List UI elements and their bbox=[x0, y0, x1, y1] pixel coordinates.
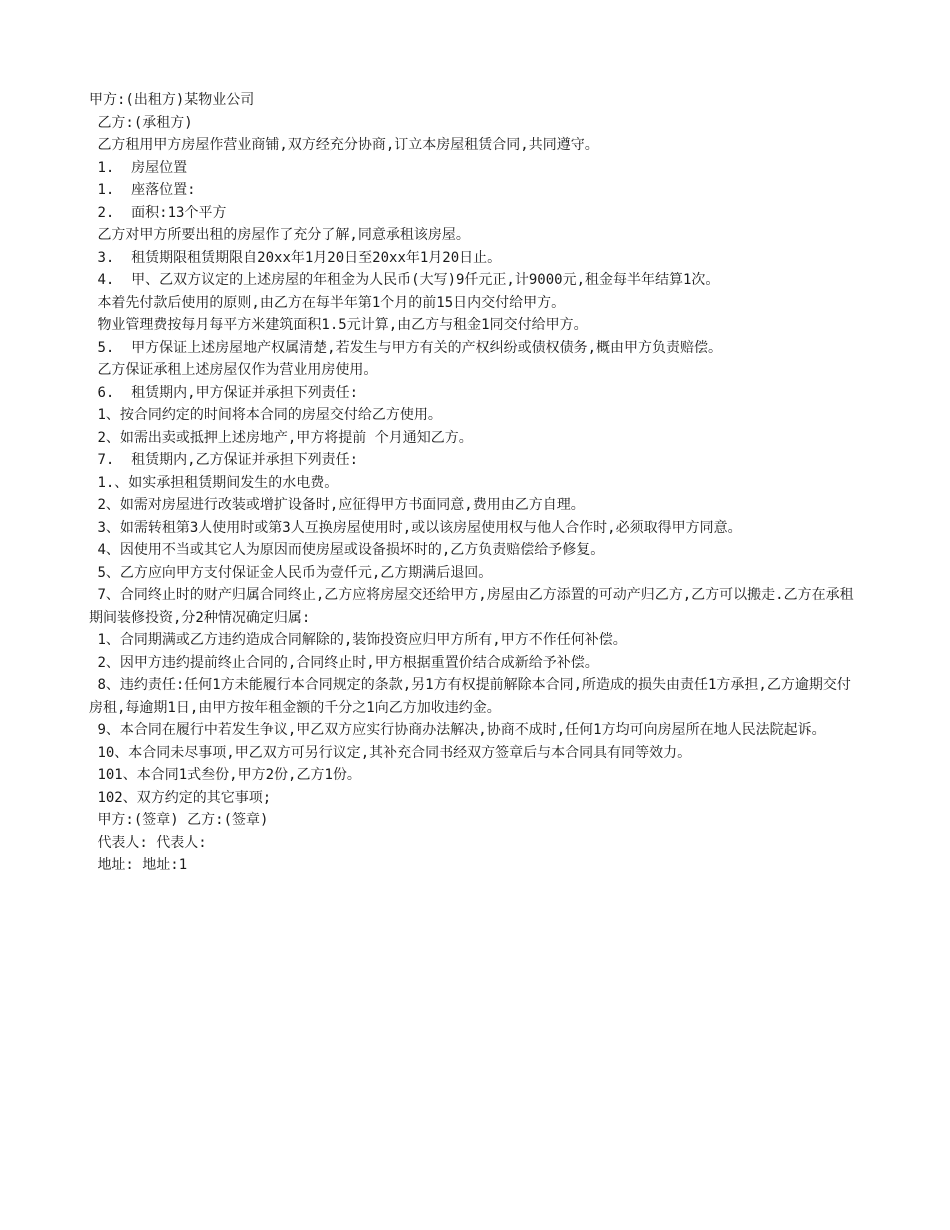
clause-5-usage: 乙方保证承租上述房屋仅作为营业用房使用。 bbox=[89, 362, 378, 378]
contract-document bbox=[89, 89, 861, 877]
representative-line: 代表人: 代表人: bbox=[89, 834, 207, 851]
party-b-line: 乙方:(承租方) bbox=[89, 114, 193, 131]
clause-8-liability: 8、违约责任:任何1方未能履行本合同规定的条款,另1方有权提前解除本合同,所造成的损失由责任1方承担,乙方逾期交付房租,每逾期1日,由甲方按年租金额的千分之1向乙方加收违约金。 bbox=[89, 677, 851, 716]
clause-6-item-2: 2、如需出卖或抵押上述房地产,甲方将提前 个月通知乙方。 bbox=[89, 429, 473, 446]
clause-termination-item-1: 1、合同期满或乙方违约造成合同解除的,装饰投资应归甲方所有,甲方不作任何补偿。 bbox=[89, 632, 627, 648]
clause-102-other: 102、双方约定的其它事项; bbox=[89, 789, 272, 806]
clause-10-supplement: 10、本合同未尽事项,甲乙双方可另行议定,其补充合同书经双方签章后与本合同具有同等效力。 bbox=[89, 744, 692, 761]
clause-1-location: 1. 座落位置: bbox=[89, 182, 196, 198]
clause-7-heading: 7. 租赁期内,乙方保证并承担下列责任: bbox=[89, 452, 359, 468]
clause-4-rent: 4. 甲、乙双方议定的上述房屋的年租金为人民币(大写)9仟元正,计9000元,租金每半年结算1次。 bbox=[89, 272, 720, 288]
clause-1-area: 2. 面积:13个平方 bbox=[89, 204, 227, 221]
party-a-line: 甲方:(出租方)某物业公司 bbox=[89, 92, 255, 108]
clause-1-heading: 1. 房屋位置 bbox=[89, 159, 188, 176]
clause-6-item-1: 1、按合同约定的时间将本合同的房屋交付给乙方使用。 bbox=[89, 407, 442, 423]
address-line: 地址: 地址:1 bbox=[89, 857, 188, 873]
clause-7-item-2: 2、如需对房屋进行改装或增扩设备时,应征得甲方书面同意,费用由乙方自理。 bbox=[89, 497, 585, 513]
signature-line: 甲方:(签章) 乙方:(签章) bbox=[89, 812, 269, 828]
clause-7-item-1: 1.、如实承担租赁期间发生的水电费。 bbox=[89, 474, 339, 491]
preamble: 乙方租用甲方房屋作营业商铺,双方经充分协商,订立本房屋租赁合同,共同遵守。 bbox=[89, 137, 599, 153]
clause-3-term: 3. 租赁期限租赁期限自20xx年1月20日至20xx年1月20日止。 bbox=[89, 249, 502, 266]
clause-101-copies: 101、本合同1式叁份,甲方2份,乙方1份。 bbox=[89, 767, 361, 783]
clause-4-payment: 本着先付款后使用的原则,由乙方在每半年第1个月的前15日内交付给甲方。 bbox=[89, 294, 566, 311]
clause-termination-item-2: 2、因甲方违约提前终止合同的,合同终止时,甲方根据重置价结合成新给予补偿。 bbox=[89, 654, 599, 671]
clause-5-title: 5. 甲方保证上述房屋地产权属清楚,若发生与甲方有关的产权纠纷或债权债务,概由甲方负责赔偿。 bbox=[89, 339, 723, 356]
clause-1-acknowledgement: 乙方对甲方所要出租的房屋作了充分了解,同意承租该房屋。 bbox=[89, 227, 470, 243]
clause-6-heading: 6. 租赁期内,甲方保证并承担下列责任: bbox=[89, 384, 359, 401]
clause-7-item-3: 3、如需转租第3人使用时或第3人互换房屋使用时,或以该房屋使用权与他人合作时,必须取得甲方同意。 bbox=[89, 519, 742, 536]
clause-termination-property: 7、合同终止时的财产归属合同终止,乙方应将房屋交还给甲方,房屋由乙方添置的可动产归乙方,乙方可以搬走.乙方在承租期间装修投资,分2种情况确定归属: bbox=[89, 587, 854, 626]
clause-7-item-5: 5、乙方应向甲方支付保证金人民币为壹仟元,乙方期满后退回。 bbox=[89, 564, 493, 581]
clause-9-dispute: 9、本合同在履行中若发生争议,甲乙双方应实行协商办法解决,协商不成时,任何1方均可向房屋所在地人民法院起诉。 bbox=[89, 722, 826, 738]
clause-7-item-4: 4、因使用不当或其它人为原因而使房屋或设备损坏时的,乙方负责赔偿给予修复。 bbox=[89, 542, 605, 558]
clause-4-management-fee: 物业管理费按每月每平方米建筑面积1.5元计算,由乙方与租金1同交付给甲方。 bbox=[89, 317, 588, 333]
